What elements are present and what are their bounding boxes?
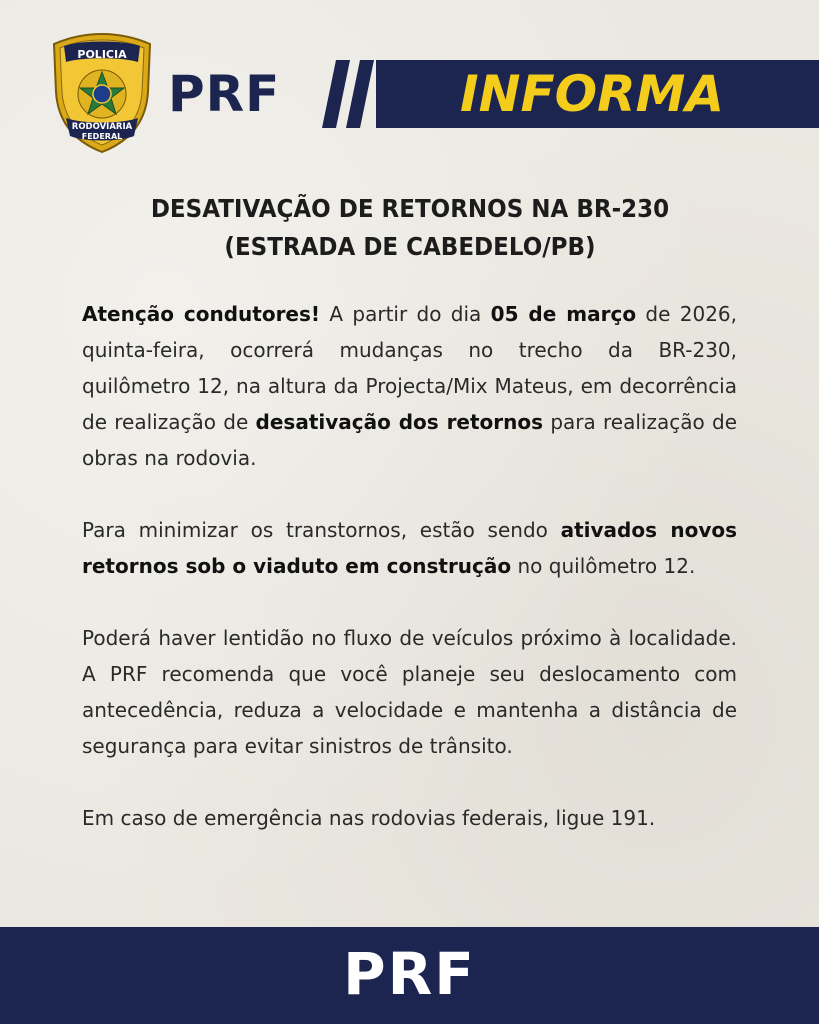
p1-text-2: de 2026, quinta-feira, ocorrerá mudanças no trecho da BR-230, quilômetro 12, na altura da Projecta/Mix Mateus, em decorrência de realização de [82,302,737,434]
slash-divider-icon [322,60,382,128]
footer [0,927,819,1024]
p1-bold-3: desativação dos retornos [255,410,544,434]
p2-text-1: Para minimizar os transtornos, estão sendo [82,518,561,542]
paragraph-3: Poderá haver lentidão no fluxo de veículos próximo à localidade. A PRF recomenda que você planeje seu deslocamento com antecedência, reduza a velocidade e mantenha a distância de segurança para evitar sinistros de trânsito. [82,626,737,758]
p1-bold-1: Atenção condutores! [82,302,321,326]
badge-bottom-text-1: RODOVIARIA [71,122,133,132]
informa-banner [376,60,819,128]
title-line-1: DESATIVAÇÃO DE RETORNOS NA BR-230 [150,194,670,223]
informa-text: INFORMA [460,65,725,123]
title-line-2: (ESTRADA DE CABEDELO/PB) [224,232,596,261]
footer-brand: PRF [343,940,476,1008]
prf-badge-icon [50,32,154,154]
header [0,0,819,160]
p1-text-1: A partir do dia [320,302,491,326]
p1-text-3: para realização de obras na rodovia. [82,410,737,470]
brand-logo-text: PRF [168,65,281,123]
p1-bold-2: 05 de março [490,302,637,326]
paragraph-1 [82,296,737,476]
badge-bottom-text-2: FEDERAL [81,132,123,141]
notice-body [82,296,737,872]
paragraph-2 [82,512,737,584]
badge-top-text: POLICIA [77,48,127,61]
paragraph-4: Em caso de emergência nas rodovias federais, ligue 191. [82,806,656,830]
p2-bold-1: ativados novos retornos sob o viaduto em construção [82,518,738,578]
page-title [88,190,732,266]
p2-text-2: no quilômetro 12. [511,554,696,578]
